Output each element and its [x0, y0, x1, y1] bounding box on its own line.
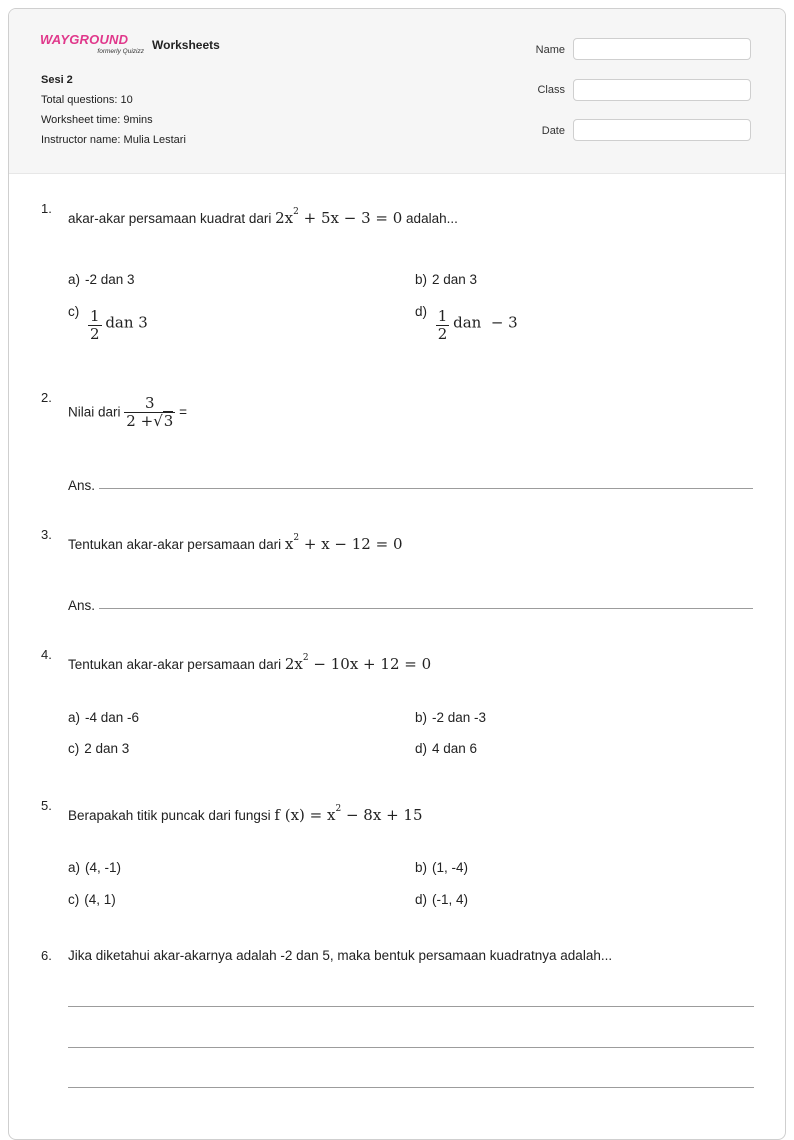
question-number: 1. [41, 201, 52, 216]
equation-exponent: 2 [302, 653, 309, 663]
answer-line[interactable] [68, 1006, 754, 1007]
fraction-denominator: 2 [90, 325, 100, 344]
option-label: d) [415, 304, 428, 319]
question-text [68, 535, 403, 553]
answer-label: Ans. [68, 478, 96, 493]
equation-term: 2x [284, 655, 303, 673]
fraction-numerator: 1 [437, 307, 448, 325]
question-prompt: Tentukan akar-akar persamaan dari [68, 537, 282, 552]
question-number: 6. [41, 948, 52, 963]
equation-term: − 10x + 12 = 0 [308, 655, 432, 673]
question-suffix: = [179, 404, 187, 420]
equation-exponent: 2 [335, 804, 342, 814]
fraction [88, 308, 102, 344]
option-label: c) [68, 892, 80, 907]
equation-term: f (x) = x [274, 806, 336, 824]
option-b[interactable] [415, 710, 486, 725]
option-a[interactable] [68, 272, 135, 287]
option-text: (4, -1) [85, 860, 122, 875]
option-label: a) [68, 710, 81, 725]
total-questions: Total questions: 10 [41, 94, 133, 106]
equation-exponent: 2 [293, 533, 300, 543]
equation [274, 806, 422, 824]
brand-logo-subtitle: formerly Quizizz [97, 48, 144, 55]
option-b[interactable] [415, 860, 468, 875]
question-prompt: Tentukan akar-akar persamaan dari [68, 657, 282, 672]
question-prompt: akar-akar persamaan kuadrat dari [68, 211, 272, 226]
class-field[interactable] [573, 79, 751, 101]
option-text: -2 dan -3 [432, 710, 487, 725]
option-c[interactable] [68, 741, 129, 756]
option-label: a) [68, 860, 81, 875]
option-text: 2 dan 3 [84, 741, 130, 756]
denominator-term: 2 + [126, 412, 154, 431]
equation-term: 2x [275, 209, 294, 227]
answer-line[interactable] [99, 608, 753, 609]
equation [285, 535, 403, 553]
worksheet-title: Sesi 2 [41, 74, 73, 86]
question-text: Jika diketahui akar-akarnya adalah -2 dan 5, maka bentuk persamaan kuadratnya adalah... [68, 948, 613, 963]
option-text: (1, -4) [432, 860, 469, 875]
equation [275, 209, 402, 227]
worksheet-page [8, 8, 786, 1140]
option-label: d) [415, 892, 428, 907]
fraction-numerator: 1 [90, 307, 100, 325]
option-d[interactable] [415, 741, 477, 756]
question-number: 4. [41, 647, 52, 662]
worksheet-header [9, 9, 785, 174]
option-label: b) [415, 272, 428, 287]
question-text [68, 655, 431, 673]
option-b[interactable] [415, 272, 477, 287]
answer-line[interactable] [68, 1047, 754, 1048]
date-field[interactable] [573, 119, 751, 141]
equation-term: + x − 12 = 0 [299, 535, 403, 553]
equation-term: − 8x + 15 [341, 806, 423, 824]
question-number: 3. [41, 527, 52, 542]
question-text [68, 395, 187, 431]
fraction-denominator: 2 [437, 325, 448, 344]
class-label: Class [537, 84, 565, 96]
option-a[interactable] [68, 710, 139, 725]
date-label: Date [541, 125, 565, 137]
option-label: c) [68, 304, 80, 319]
question-prompt: Nilai dari [68, 404, 121, 420]
question-text [68, 806, 423, 824]
fraction [124, 395, 175, 431]
fraction-numerator: 3 [145, 394, 155, 412]
option-d[interactable] [415, 304, 518, 344]
fraction-denominator: 2 +√3 [126, 412, 174, 431]
option-text: dan 3 [105, 313, 148, 332]
question-prompt: Berapakah titik puncak dari fungsi [68, 808, 271, 823]
option-label: a) [68, 272, 81, 287]
name-label: Name [535, 44, 565, 56]
equation [285, 655, 431, 673]
option-label: b) [415, 710, 428, 725]
option-label: b) [415, 860, 428, 875]
option-text: (-1, 4) [432, 892, 469, 907]
fraction [436, 308, 450, 344]
square-root: 3 [163, 412, 174, 431]
equation-term: x [284, 535, 294, 553]
equation-term: + 5x − 3 = 0 [298, 209, 403, 227]
name-field[interactable] [573, 38, 751, 60]
option-label: c) [68, 741, 80, 756]
option-label: d) [415, 741, 428, 756]
option-d[interactable] [415, 892, 468, 907]
option-text: (4, 1) [84, 892, 116, 907]
brand-logo-text: WAYGROUND [40, 32, 129, 47]
option-a[interactable] [68, 860, 121, 875]
answer-line[interactable] [68, 1087, 754, 1088]
option-c[interactable] [68, 892, 116, 907]
option-text: -2 dan 3 [85, 272, 135, 287]
equation-exponent: 2 [293, 207, 299, 217]
instructor-name: Instructor name: Mulia Lestari [41, 134, 186, 146]
option-text: 2 dan 3 [432, 272, 478, 287]
app-name: Worksheets [152, 38, 220, 52]
question-number: 2. [41, 390, 52, 405]
wayground-logo [40, 32, 146, 60]
question-number: 5. [41, 798, 52, 813]
option-text: 4 dan 6 [432, 741, 478, 756]
question-suffix: adalah... [406, 211, 458, 226]
option-c[interactable] [68, 304, 148, 344]
answer-label: Ans. [68, 598, 96, 613]
question-text [68, 209, 458, 227]
option-text: dan − 3 [453, 313, 518, 332]
answer-line[interactable] [99, 488, 753, 489]
option-text: -4 dan -6 [85, 710, 140, 725]
worksheet-time: Worksheet time: 9mins [41, 114, 153, 126]
